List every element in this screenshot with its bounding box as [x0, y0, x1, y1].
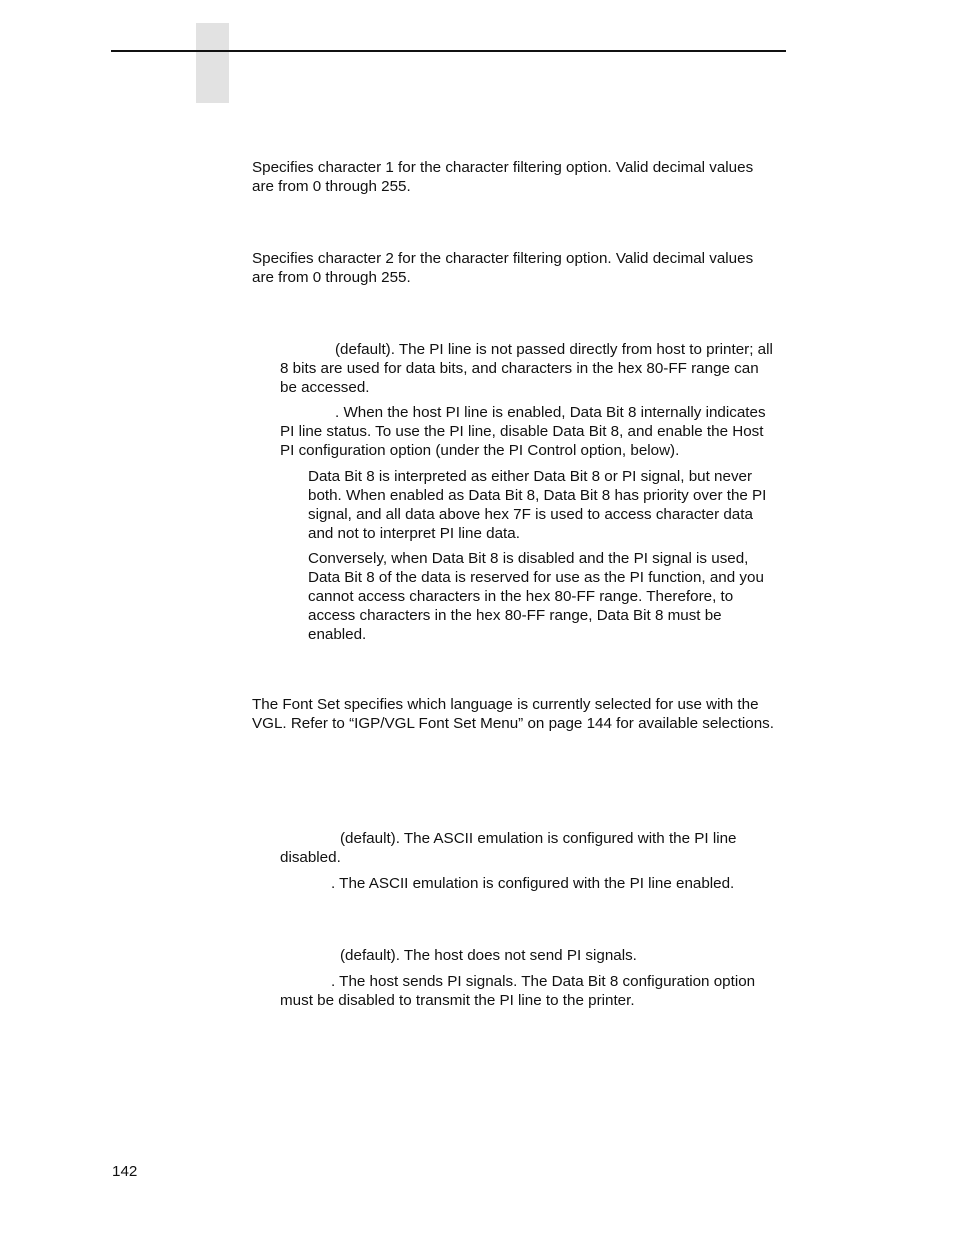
- text-line: (default). The PI line is not passed directly from host to printer; all: [335, 341, 773, 358]
- text-line: disabled.: [280, 849, 341, 866]
- host-pi-enable-option: [280, 972, 755, 1010]
- data-bit-8-note-1: [308, 467, 766, 543]
- pi-emulation-enable-option: [280, 874, 734, 893]
- chapter-tab-block: [196, 23, 229, 103]
- header-rule: [111, 50, 786, 52]
- data-bit-8-note-2: [308, 549, 764, 644]
- text-line: Specifies character 2 for the character filtering option. Valid decimal values: [252, 250, 754, 267]
- text-line: and not to interpret PI line data.: [308, 525, 520, 542]
- text-line: are from 0 through 255.: [252, 178, 411, 195]
- text-line: signal, and all data above hex 7F is used to access character data: [308, 506, 753, 523]
- text-line: (default). The host does not send PI signals.: [340, 947, 637, 964]
- text-line: Conversely, when Data Bit 8 is disabled and the PI signal is used,: [308, 550, 749, 567]
- data-bit-8-enable-option: [280, 403, 766, 460]
- page-number: 142: [112, 1163, 138, 1180]
- text-line: Data Bit 8 of the data is reserved for use as the PI function, and you: [308, 569, 764, 586]
- text-line: are from 0 through 255.: [252, 269, 411, 286]
- text-line: PI line status. To use the PI line, disable Data Bit 8, and enable the Host: [280, 423, 764, 440]
- text-line: be accessed.: [280, 379, 370, 396]
- text-line: (default). The ASCII emulation is configured with the PI line: [340, 830, 737, 847]
- filter-char-2-description: [252, 249, 753, 287]
- text-line: . The host sends PI signals. The Data Bit 8 configuration option: [331, 973, 756, 990]
- filter-char-1-description: [252, 158, 753, 196]
- host-pi-disable-option: [280, 946, 637, 965]
- text-line: . When the host PI line is enabled, Data Bit 8 internally indicates: [335, 404, 766, 421]
- text-line: must be disabled to transmit the PI line to the printer.: [280, 992, 635, 1009]
- text-line: . The ASCII emulation is configured with the PI line enabled.: [331, 875, 735, 892]
- text-line: PI configuration option (under the PI Control option, below).: [280, 442, 680, 459]
- text-line: 8 bits are used for data bits, and characters in the hex 80-FF range can: [280, 360, 759, 377]
- text-line: Specifies character 1 for the character filtering option. Valid decimal values: [252, 159, 754, 176]
- text-line: Data Bit 8 is interpreted as either Data Bit 8 or PI signal, but never: [308, 468, 753, 485]
- text-line: cannot access characters in the hex 80-FF range. Therefore, to: [308, 588, 734, 605]
- data-bit-8-disable-option: [280, 340, 773, 397]
- text-line: The Font Set specifies which language is currently selected for use with the: [252, 696, 759, 713]
- text-line: access characters in the hex 80-FF range, Data Bit 8 must be: [308, 607, 722, 624]
- font-set-description: [252, 695, 774, 733]
- pi-emulation-disable-option: [280, 829, 737, 867]
- text-line: both. When enabled as Data Bit 8, Data Bit 8 has priority over the PI: [308, 487, 767, 504]
- text-line: VGL. Refer to “IGP/VGL Font Set Menu” on page 144 for available selections.: [252, 715, 774, 732]
- text-line: enabled.: [308, 626, 367, 643]
